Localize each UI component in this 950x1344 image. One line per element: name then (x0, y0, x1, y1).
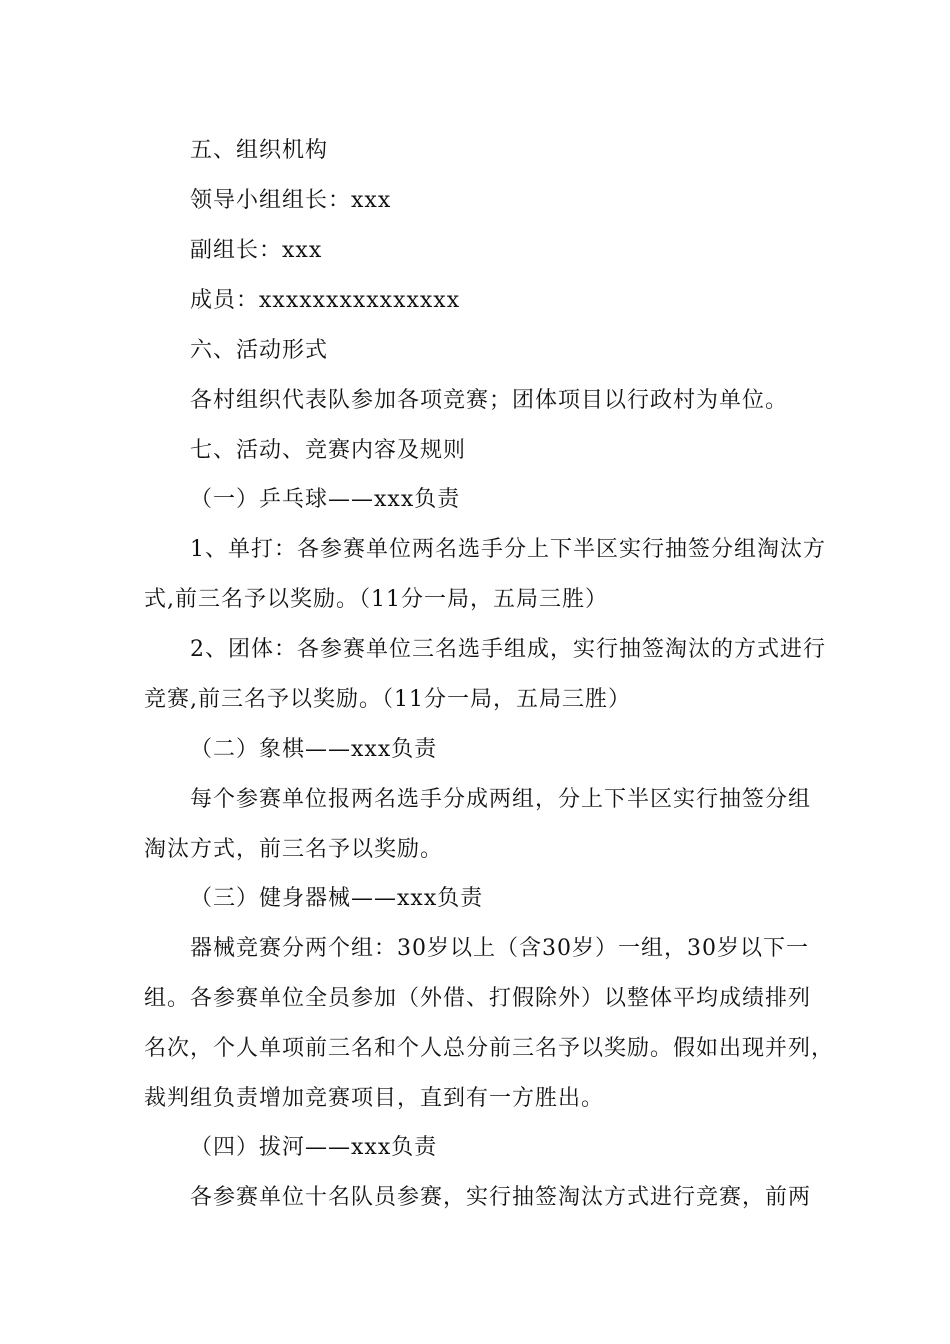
paragraph-line: 每个参赛单位报两名选手分成两组，分上下半区实行抽签分组 (190, 787, 812, 812)
subsection-tug-of-war: （四）拔河——xxx负责 (190, 1135, 438, 1160)
section-heading-organization: 五、组织机构 (190, 138, 329, 163)
paragraph-line: 式,前三名予以奖励。（11分一局，五局三胜） (144, 587, 608, 612)
paragraph-line: 淘汰方式，前三名予以奖励。 (144, 837, 444, 862)
paragraph-line: 2、团体：各参赛单位三名选手组成，实行抽签淘汰的方式进行 (190, 637, 826, 662)
subsection-chess: （二）象棋——xxx负责 (190, 737, 438, 762)
paragraph-line: 裁判组负责增加竞赛项目，直到有一方胜出。 (144, 1086, 605, 1111)
section-heading-rules: 七、活动、竞赛内容及规则 (190, 438, 467, 463)
section-heading-activity-form: 六、活动形式 (190, 338, 329, 363)
paragraph-line: 组。各参赛单位全员参加（外借、打假除外）以整体平均成绩排列 (144, 986, 812, 1011)
deputy-leader-line: 副组长：xxx (190, 238, 323, 263)
paragraph-line: 各参赛单位十名队员参赛，实行抽签淘汰方式进行竞赛，前两 (190, 1185, 812, 1210)
activity-form-paragraph: 各村组织代表队参加各项竞赛；团体项目以行政村为单位。 (190, 388, 789, 413)
subsection-fitness-equipment: （三）健身器械——xxx负责 (190, 886, 484, 911)
subsection-table-tennis: （一）乒乓球——xxx负责 (190, 487, 461, 512)
paragraph-line: 器械竞赛分两个组：30岁以上（含30岁）一组，30岁以下一 (190, 936, 809, 961)
paragraph-line: 竞赛,前三名予以奖励。（11分一局，五局三胜） (144, 687, 631, 712)
members-line: 成员：xxxxxxxxxxxxxxx (190, 288, 461, 313)
paragraph-line: 1、单打：各参赛单位两名选手分上下半区实行抽签分组淘汰方 (190, 537, 826, 562)
paragraph-line: 名次，个人单项前三名和个人总分前三名予以奖励。假如出现并列， (144, 1036, 835, 1061)
leader-line: 领导小组组长：xxx (190, 188, 392, 213)
